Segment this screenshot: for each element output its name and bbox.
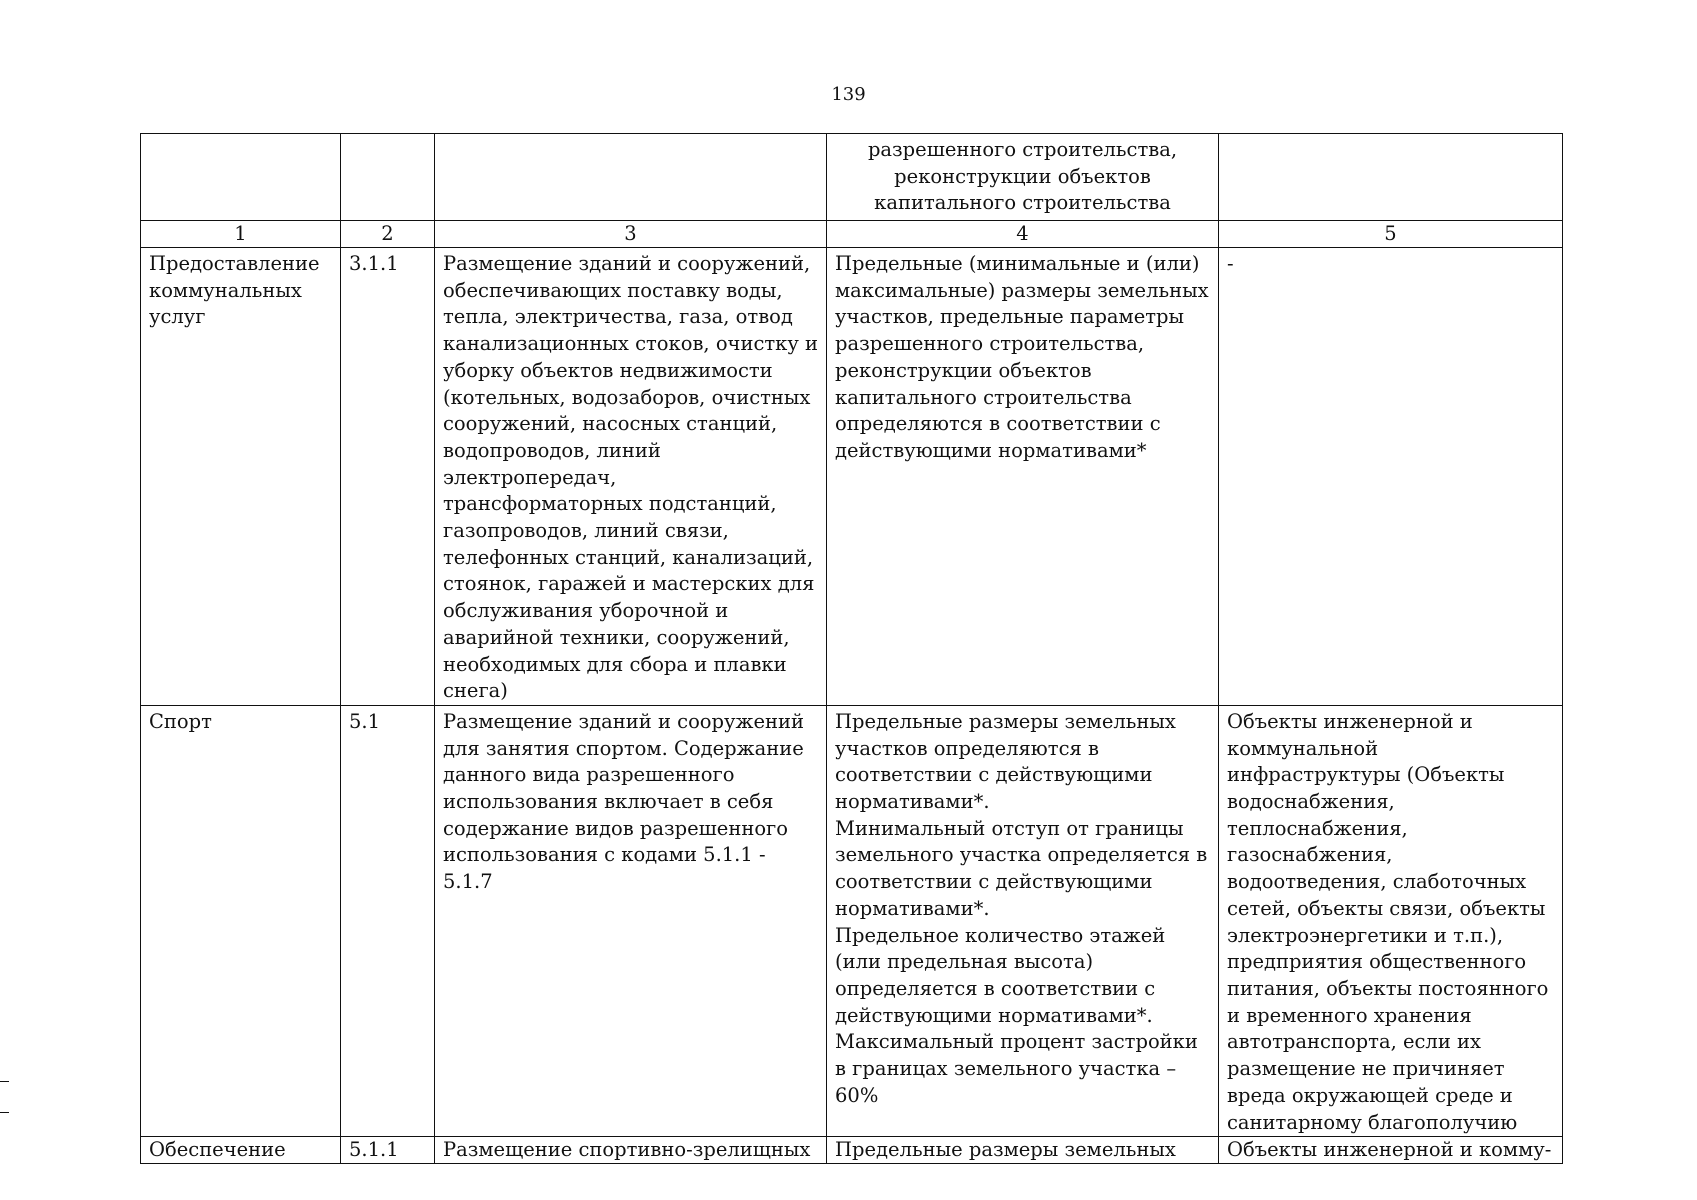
column-number-1: 1 bbox=[141, 221, 341, 248]
use-type-parameters: Предельные размеры земельных участков определяются в соответствии с действующими нормативами*. Минимальный отступ от границы земельного участка определяется в соответствии с действующими нормативами*. Предельное количество этажей (или предельная высота) определяется в соответствии с действующими нормативами*. Максимальный процент застройки в границах земельного участка – 60% bbox=[827, 705, 1219, 1136]
use-type-code: 3.1.1 bbox=[341, 248, 435, 706]
binding-margin-mark bbox=[0, 1081, 9, 1082]
table-row bbox=[141, 248, 1563, 706]
column-number-2: 2 bbox=[341, 221, 435, 248]
use-type-code: 5.1.1 bbox=[341, 1137, 435, 1164]
continuation-parameters-cell: разрешенного строительства, реконструкции объектов капитального строительства bbox=[827, 134, 1219, 221]
column-number-4: 4 bbox=[827, 221, 1219, 248]
continuation-cell-1 bbox=[141, 134, 341, 221]
column-number-5: 5 bbox=[1219, 221, 1563, 248]
use-type-name: Спорт bbox=[141, 705, 341, 1136]
use-type-code: 5.1 bbox=[341, 705, 435, 1136]
page-number: 139 bbox=[831, 84, 866, 105]
use-type-auxiliary: Объекты инженерной и комму- bbox=[1219, 1137, 1563, 1164]
continuation-cell-3 bbox=[435, 134, 827, 221]
land-use-table bbox=[140, 133, 1563, 1164]
use-type-auxiliary: - bbox=[1219, 248, 1563, 706]
column-number-3: 3 bbox=[435, 221, 827, 248]
use-type-name: Обеспечение bbox=[141, 1137, 341, 1164]
continuation-cell-5 bbox=[1219, 134, 1563, 221]
use-type-parameters: Предельные (минимальные и (или) максимальные) размеры земельных участков, предельные параметры разрешенного строительства, реконструкции объектов капитального строительства определяются в соответствии с действующими нормативами* bbox=[827, 248, 1219, 706]
use-type-auxiliary: Объекты инженерной и коммунальной инфраструктуры (Объекты водоснабжения, теплоснабжения, газоснабжения, водоотведения, слаботочных сетей, объекты связи, объекты электроэнергетики и т.п.), предприятия общественного питания, объекты постоянного и временного хранения автотранспорта, если их размещение не причиняет вреда окружающей среде и санитарному благополучию bbox=[1219, 705, 1563, 1136]
use-type-description: Размещение зданий и сооружений, обеспечивающих поставку воды, тепла, электричества, газа, отвод канализационных стоков, очистку и уборку объектов недвижимости (котельных, водозаборов, очистных сооружений, насосных станций, водопроводов, линий электропередач, трансформаторных подстанций, газопроводов, линий связи, телефонных станций, канализаций, стоянок, гаражей и мастерских для обслуживания уборочной и аварийной техники, сооружений, необходимых для сбора и плавки снега) bbox=[435, 248, 827, 706]
use-type-parameters: Предельные размеры земельных bbox=[827, 1137, 1219, 1164]
binding-margin-mark bbox=[0, 1112, 9, 1113]
use-type-name: Предоставление коммунальных услуг bbox=[141, 248, 341, 706]
use-type-description: Размещение спортивно-зрелищных bbox=[435, 1137, 827, 1164]
continuation-row bbox=[141, 134, 1563, 221]
table-row bbox=[141, 1137, 1563, 1164]
continuation-cell-2 bbox=[341, 134, 435, 221]
column-number-row bbox=[141, 221, 1563, 248]
use-type-description: Размещение зданий и сооружений для занятия спортом. Содержание данного вида разрешенного использования включает в себя содержание видов разрешенного использования с кодами 5.1.1 - 5.1.7 bbox=[435, 705, 827, 1136]
table-row bbox=[141, 705, 1563, 1136]
